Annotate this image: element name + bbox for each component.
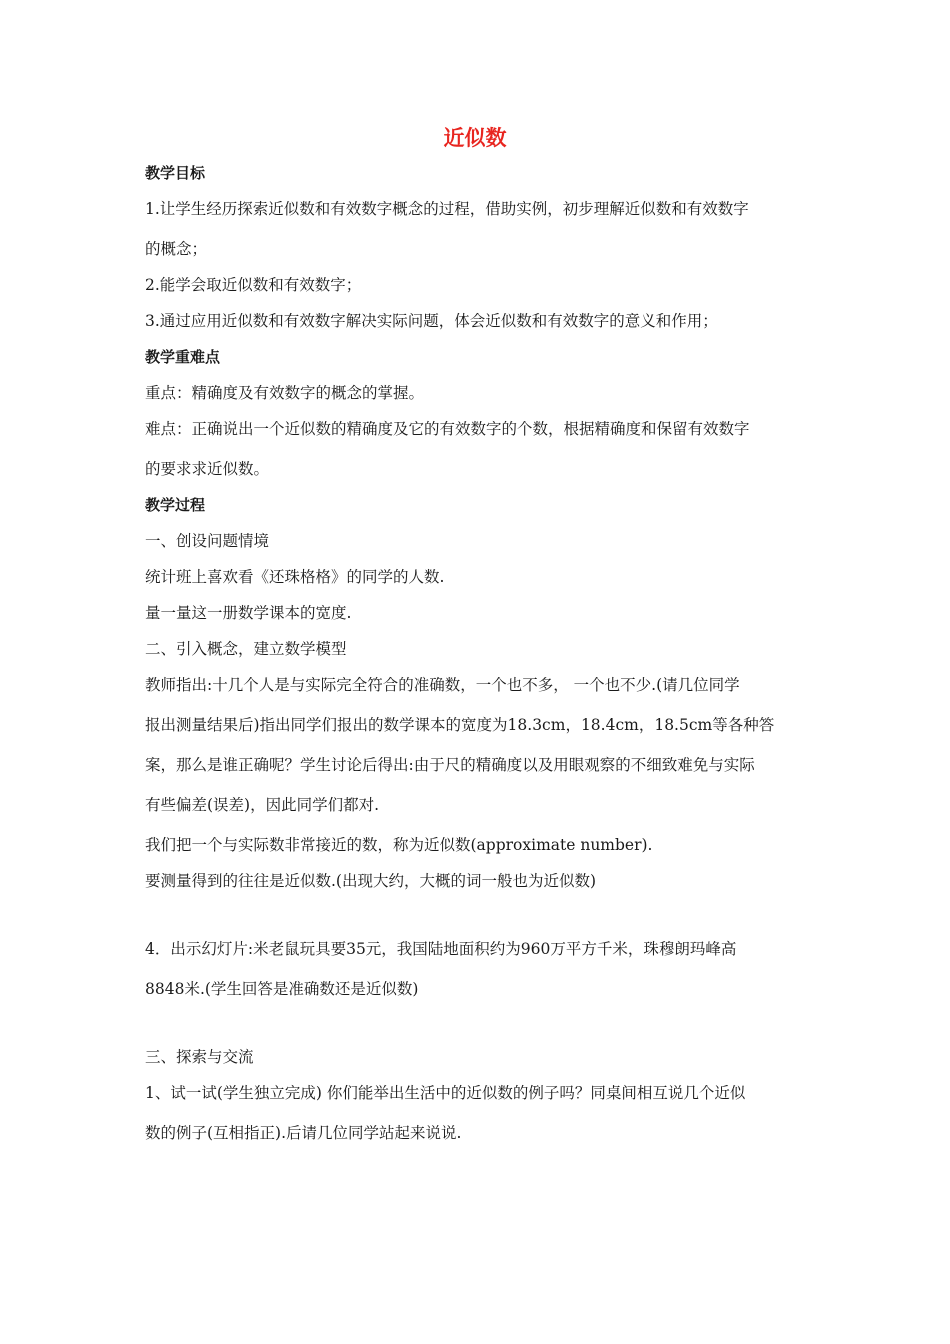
objective-2: 2.能学会取近似数和有效数字； xyxy=(145,276,362,294)
section-3-para-1-line-1: 1、试一试(学生独立完成) 你们能举出生活中的近似数的例子吗？同桌间相互说几个近似 xyxy=(145,1084,746,1102)
key-point: 重点：精确度及有效数字的概念的掌握。 xyxy=(145,384,425,402)
process-heading: 教学过程 xyxy=(145,496,206,514)
section-2-para-4-line-1: 4．出示幻灯片:米老鼠玩具要35元，我国陆地面积约为960万平方千米，珠穆朗玛峰高 xyxy=(145,940,737,958)
document-title: 近似数 xyxy=(443,126,507,150)
section-2-para-1-line-2: 报出测量结果后)指出同学们报出的数学课本的宽度为18.3cm，18.4cm，18.5cm等各种答 xyxy=(145,716,775,734)
section-3-title: 三、探索与交流 xyxy=(145,1048,254,1066)
objectives-heading: 教学目标 xyxy=(145,164,206,182)
objective-3: 3.通过应用近似数和有效数字解决实际问题，体会近似数和有效数字的意义和作用； xyxy=(145,312,718,330)
section-1-para-1: 统计班上喜欢看《还珠格格》的同学的人数. xyxy=(145,568,445,586)
keypoints-heading: 教学重难点 xyxy=(145,348,221,366)
difficulty-line-2: 的要求求近似数。 xyxy=(145,460,270,478)
difficulty-line-1: 难点：正确说出一个近似数的精确度及它的有效数字的个数，根据精确度和保留有效数字 xyxy=(145,420,750,438)
section-2-title: 二、引入概念，建立数学模型 xyxy=(145,640,347,658)
section-1-title: 一、创设问题情境 xyxy=(145,532,270,550)
section-2-para-1-line-3: 案，那么是谁正确呢？学生讨论后得出:由于尺的精确度以及用眼观察的不细致难免与实际 xyxy=(145,756,755,774)
section-2-para-3: 要测量得到的往往是近似数.(出现大约，大概的词一般也为近似数) xyxy=(145,872,597,890)
section-2-para-1-line-4: 有些偏差(误差)，因此同学们都对. xyxy=(145,796,380,814)
section-2-para-2: 我们把一个与实际数非常接近的数，称为近似数(approximate number). xyxy=(145,836,653,854)
objective-1-line-2: 的概念； xyxy=(145,240,208,258)
section-1-para-2: 量一量这一册数学课本的宽度. xyxy=(145,604,352,622)
section-2-para-4-line-2: 8848米.(学生回答是准确数还是近似数) xyxy=(145,980,419,998)
section-3-para-1-line-2: 数的例子(互相指正).后请几位同学站起来说说. xyxy=(145,1124,462,1142)
objective-1-line-1: 1.让学生经历探索近似数和有效数字概念的过程，借助实例，初步理解近似数和有效数字 xyxy=(145,200,749,218)
section-2-para-1-line-1: 教师指出:十几个人是与实际完全符合的准确数，一个也不多， 一个也不少.(请几位同学 xyxy=(145,676,740,694)
